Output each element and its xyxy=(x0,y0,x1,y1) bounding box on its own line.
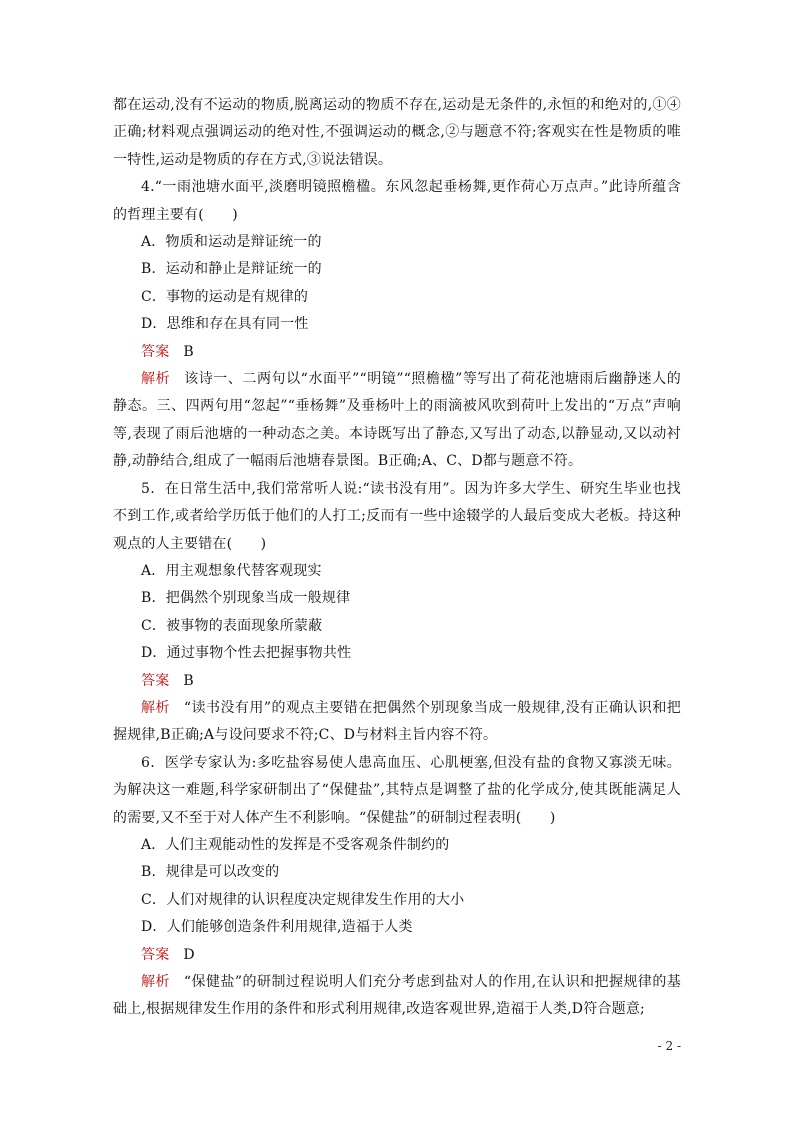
explanation-text: 该诗一、二两句以“水面平”“明镜”“照檐楹”等写出了荷花池塘雨后幽静迷人的静态。三、四两句用“忽起”“垂杨舞”及垂杨叶上的雨滴被风吹到荷叶上发出的“万点”声响等,表现了雨后池塘的一种动态之美。本诗既写出了静态,又写出了动态,以静显动,又以动衬静,动静结合,组成了一幅雨后池塘春景图。B正确;A、C、D都与题意不符。 xyxy=(113,371,681,470)
question-stem: 5．在日常生活中,我们常常听人说:“读书没有用”。因为许多大学生、研究生毕业也找不到工作,或者给学历低于他们的人打工;反而有一些中途辍学的人最后变成大老板。持这种观点的人主要错在( ) xyxy=(113,480,681,552)
answer-label: 答案 xyxy=(141,672,170,689)
page-number: - 2 - xyxy=(657,1039,681,1053)
option-c: C．人们对规律的认识程度决定规律发生作用的大小 xyxy=(141,891,465,908)
option-c: C．被事物的表面现象所蒙蔽 xyxy=(141,617,323,634)
option-b: B．规律是可以改变的 xyxy=(141,864,280,881)
explanation-label: 解析 xyxy=(141,371,171,388)
explanation-paragraph xyxy=(113,695,681,750)
explanation-label: 解析 xyxy=(141,699,170,716)
page-content xyxy=(113,92,681,1024)
option-d: D．通过事物个性去把握事物共性 xyxy=(141,645,352,662)
answer-value: D xyxy=(183,946,195,963)
question-stem: 4.“一雨池塘水面平,淡磨明镜照檐楹。东风忽起垂杨舞,更作荷心万点声。”此诗所蕴含的哲理主要有( ) xyxy=(113,179,681,223)
question-stem: 6．医学专家认为:多吃盐容易使人患高血压、心肌梗塞,但没有盐的食物又寡淡无味。为解决这一难题,科学家研制出了“保健盐”,其特点是调整了盐的化学成分,使其既能满足人的需要,又不至于对人体产生不利影响。“保健盐”的研制过程表明( ) xyxy=(113,754,681,826)
option-b: B．运动和静止是辩证统一的 xyxy=(141,261,322,278)
intro-paragraph: 都在运动,没有不运动的物质,脱离运动的物质不存在,运动是无条件的,永恒的和绝对的,①④正确;材料观点强调运动的绝对性,不强调运动的概念,②与题意不符;客观实在性是物质的唯一特性,运动是物质的存在方式,③说法错误。 xyxy=(113,97,681,168)
question-block xyxy=(113,476,681,750)
answer-label: 答案 xyxy=(141,946,170,963)
option-d: D．人们能够创造条件利用规律,造福于人类 xyxy=(141,919,413,936)
option-a: A．人们主观能动性的发挥是不受客观条件制约的 xyxy=(141,836,450,853)
answer-value: B xyxy=(183,343,194,360)
option-b: B．把偶然个别现象当成一般规律 xyxy=(141,590,351,607)
option-d: D．思维和存在具有同一性 xyxy=(141,316,309,333)
option-c: C．事物的运动是有规律的 xyxy=(141,288,309,305)
answer-line xyxy=(113,339,681,366)
question-block xyxy=(113,750,681,1024)
answer-label: 答案 xyxy=(141,343,170,360)
explanation-label: 解析 xyxy=(141,974,170,990)
question-block xyxy=(113,174,681,475)
answer-line xyxy=(113,668,681,695)
answer-value: B xyxy=(183,672,194,689)
answer-line xyxy=(113,942,681,969)
explanation-paragraph xyxy=(113,366,681,476)
option-a: A．物质和运动是辩证统一的 xyxy=(141,234,322,251)
explanation-text: “保健盐”的研制过程说明人们充分考虑到盐对人的作用,在认识和把握规律的基础上,根据规律发生作用的条件和形式利用规律,改造客观世界,造福于人类,D符合题意; xyxy=(113,974,681,1018)
option-a: A．用主观想象代替客观现实 xyxy=(141,562,322,579)
explanation-paragraph xyxy=(113,969,681,1024)
explanation-text: “读书没有用”的观点主要错在把偶然个别现象当成一般规律,没有正确认识和把握规律,B正确;A与设问要求不符;C、D与材料主旨内容不符。 xyxy=(113,699,681,744)
